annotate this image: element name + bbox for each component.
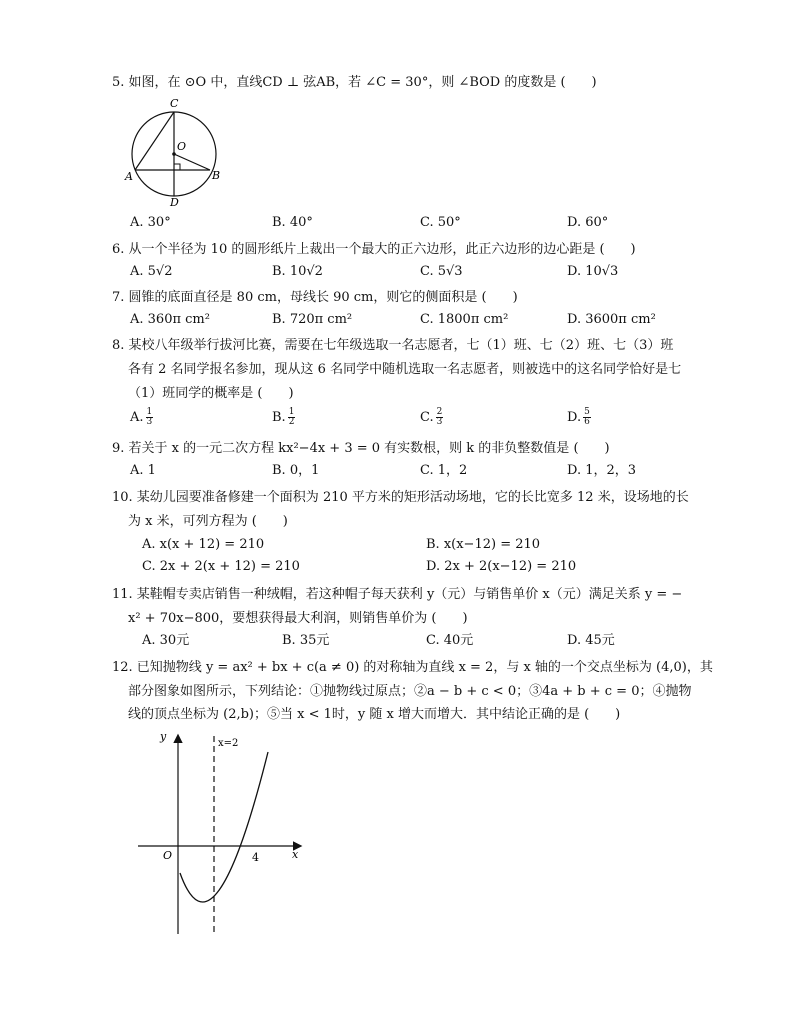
q8-option-c-fraction bbox=[436, 408, 444, 427]
q8-option-d-den: 6 bbox=[584, 417, 590, 427]
q9-option-d: D. 1，2，3 bbox=[567, 463, 637, 478]
label-origin: O bbox=[163, 849, 173, 862]
q8-line1: 8. 某校八年级举行拔河比赛，需要在七年级选取一名志愿者，七（1）班、七（2）班、七（3）班 bbox=[112, 338, 674, 353]
q9-stem: 9. 若关于 x 的一元二次方程 kx²−4x + 3 = 0 有实数根，则 k 的非负整数值是 ( ) bbox=[112, 441, 610, 456]
center-dot bbox=[172, 152, 176, 156]
q8-option-c-num: 2 bbox=[436, 407, 443, 417]
label-axis: x=2 bbox=[218, 738, 239, 749]
q7-option-a: A. 360π cm² bbox=[130, 312, 210, 327]
q10-line1: 10. 某幼儿园要准备修建一个面积为 210 平方米的矩形活动场地，它的长比宽多 12 米，设场地的长 bbox=[112, 490, 689, 505]
segment-ob bbox=[174, 154, 210, 170]
q5-option-b: B. 40° bbox=[272, 215, 313, 230]
q8-option-b bbox=[272, 408, 295, 427]
q8-line2: 各有 2 名同学报名参加，现从这 6 名同学中随机选取一名志愿者，则被选中的这名同学恰好是七 bbox=[128, 362, 682, 377]
q8-option-d-letter: D. bbox=[567, 410, 582, 425]
q8-option-c-den: 3 bbox=[436, 417, 443, 427]
q9-option-c: C. 1，2 bbox=[420, 463, 468, 478]
label-four: 4 bbox=[252, 851, 259, 864]
q5-option-c: C. 50° bbox=[420, 215, 461, 230]
q11-line1: 11. 某鞋帽专卖店销售一种绒帽，若这种帽子每天获利 y（元）与销售单价 x（元）满足关系 y = − bbox=[112, 587, 683, 602]
label-y: y bbox=[160, 730, 167, 743]
q11-option-d: D. 45元 bbox=[567, 633, 615, 648]
q7-stem: 7. 圆锥的底面直径是 80 cm，母线长 90 cm，则它的侧面积是 ( ) bbox=[112, 290, 518, 305]
q12-line3: 线的顶点坐标为 (2,b)；⑤当 x < 1时，y 随 x 增大而增大．其中结论正确的是 ( ) bbox=[128, 707, 621, 722]
parabola-curve bbox=[180, 752, 268, 902]
q6-option-b: B. 10√2 bbox=[272, 264, 323, 279]
segment-ca bbox=[135, 112, 174, 170]
q8-option-b-num: 1 bbox=[288, 407, 295, 417]
q8-option-c-letter: C. bbox=[420, 410, 434, 425]
q8-option-b-fraction bbox=[288, 408, 296, 427]
q11-option-b: B. 35元 bbox=[282, 633, 330, 648]
q8-option-a-letter: A. bbox=[130, 410, 144, 425]
q7-option-b: B. 720π cm² bbox=[272, 312, 353, 327]
q11-option-a: A. 30元 bbox=[142, 633, 190, 648]
q6-option-a: A. 5√2 bbox=[130, 264, 173, 279]
q9-option-b: B. 0，1 bbox=[272, 463, 320, 478]
q8-option-a-fraction bbox=[146, 408, 154, 427]
q8-option-d bbox=[567, 408, 591, 427]
q8-option-a-num: 1 bbox=[146, 407, 153, 417]
q5-option-a: A. 30° bbox=[130, 215, 171, 230]
q9-option-a: A. 1 bbox=[130, 463, 156, 478]
q8-option-d-fraction bbox=[583, 408, 591, 427]
parabola-graph bbox=[130, 728, 310, 936]
q8-option-b-letter: B. bbox=[272, 410, 286, 425]
right-angle-mark bbox=[174, 164, 180, 170]
q5-option-d: D. 60° bbox=[567, 215, 609, 230]
q10-option-d: D. 2x + 2(x−12) = 210 bbox=[426, 559, 577, 574]
q11-option-c: C. 40元 bbox=[426, 633, 474, 648]
circle-figure bbox=[122, 96, 232, 208]
q5-stem: 5. 如图，在 ⊙O 中，直线CD ⊥ 弦AB，若 ∠C = 30°，则 ∠BOD 的度数是 ( ) bbox=[112, 75, 597, 90]
q10-option-a: A. x(x + 12) = 210 bbox=[142, 537, 265, 552]
q10-option-c: C. 2x + 2(x + 12) = 210 bbox=[142, 559, 300, 574]
q6-stem: 6. 从一个半径为 10 的圆形纸片上裁出一个最大的正六边形，此正六边形的边心距是 ( ) bbox=[112, 242, 636, 257]
label-b: B bbox=[212, 169, 221, 182]
label-c: C bbox=[170, 97, 179, 110]
q8-option-d-num: 5 bbox=[584, 407, 590, 417]
q8-option-a bbox=[130, 408, 153, 427]
q8-line3: （1）班同学的概率是 ( ) bbox=[128, 386, 294, 401]
q8-option-c bbox=[420, 408, 443, 427]
q6-option-d: D. 10√3 bbox=[567, 264, 619, 279]
q12-line1: 12. 已知抛物线 y = ax² + bx + c(a ≠ 0) 的对称轴为直线 x = 2，与 x 轴的一个交点坐标为 (4,0)，其 bbox=[112, 660, 713, 675]
q12-line2: 部分图象如图所示，下列结论：①抛物线过原点；②a − b + c < 0；③4a + b + c = 0；④抛物 bbox=[128, 684, 692, 699]
label-o: O bbox=[177, 140, 187, 153]
q8-option-b-den: 2 bbox=[288, 417, 295, 427]
q10-option-b: B. x(x−12) = 210 bbox=[426, 537, 541, 552]
q7-option-d: D. 3600π cm² bbox=[567, 312, 656, 327]
q11-line2: x² + 70x−800，要想获得最大利润，则销售单价为 ( ) bbox=[128, 611, 468, 626]
label-x: x bbox=[292, 848, 299, 861]
label-d: D bbox=[170, 196, 179, 208]
q6-option-c: C. 5√3 bbox=[420, 264, 463, 279]
label-a: A bbox=[125, 170, 133, 183]
q8-option-a-den: 3 bbox=[146, 417, 153, 427]
q10-line2: 为 x 米，可列方程为 ( ) bbox=[128, 514, 288, 529]
q7-option-c: C. 1800π cm² bbox=[420, 312, 509, 327]
